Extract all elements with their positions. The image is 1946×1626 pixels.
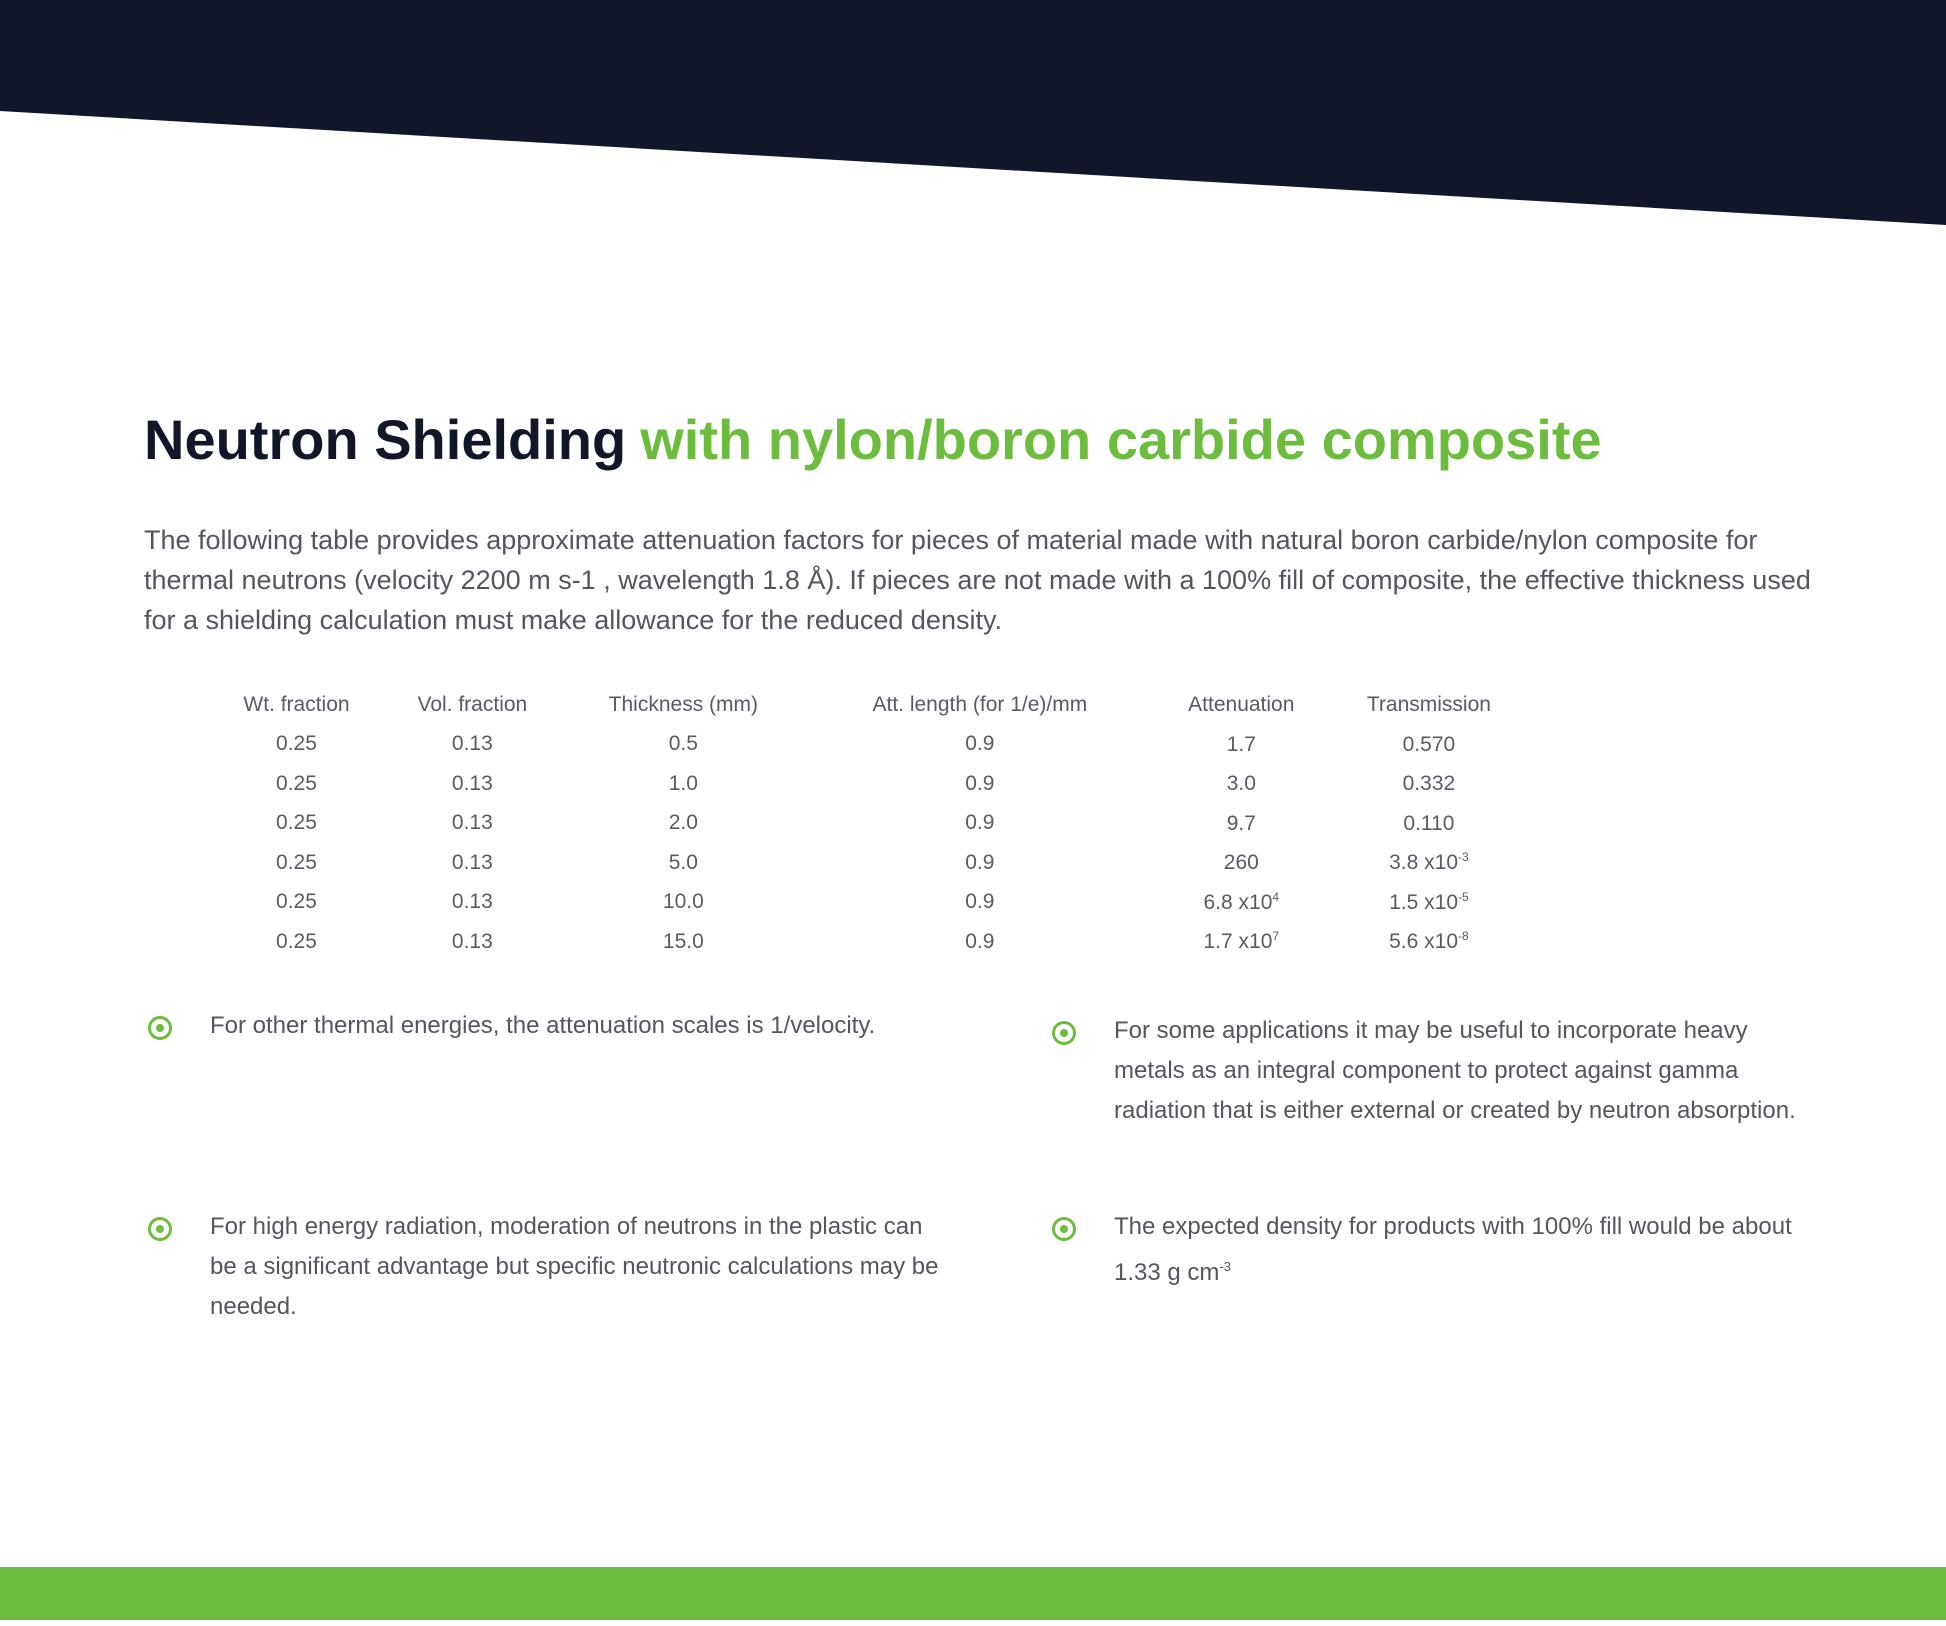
cell-thickness: 10.0 [662, 890, 704, 914]
cell-attenuation [1155, 725, 1328, 765]
cell-thickness: 0.5 [668, 732, 698, 756]
attenuation-value: 6.8 x10 [1203, 890, 1273, 914]
column-header-att-length: Att. length (for 1/e)/mm [872, 692, 1088, 716]
attenuation-value: 9.7 [1226, 811, 1256, 835]
transmission-exponent: -3 [1458, 850, 1469, 865]
title-main: Neutron Shielding [144, 408, 627, 471]
table-row [210, 804, 1530, 844]
note-density [1052, 1207, 1812, 1293]
transmission-exponent: -8 [1458, 929, 1469, 944]
cell-attenuation [1155, 843, 1328, 883]
column-header-thickness: Thickness (mm) [608, 692, 759, 716]
attenuation-value: 3.0 [1226, 772, 1256, 796]
cell-att-length: 0.9 [965, 811, 995, 835]
note-text: For high energy radiation, moderation of neutrons in the plastic can be a significant advantage but specific neutronic calculations may be needed. [210, 1213, 939, 1320]
cell-vol-fraction: 0.13 [451, 890, 493, 914]
cell-thickness: 1.0 [668, 771, 698, 795]
radio-bullet-icon [1052, 1021, 1076, 1045]
note-text: For some applications it may be useful to incorporate heavy metals as an integral component to protect against gamma radiation that is either external or created by neutron absorption. [1114, 1017, 1796, 1124]
cell-transmission [1328, 764, 1530, 804]
cell-thickness: 5.0 [668, 850, 698, 874]
page-title [144, 407, 1602, 472]
cell-attenuation [1155, 764, 1328, 804]
cell-vol-fraction: 0.13 [451, 811, 493, 835]
cell-attenuation [1155, 883, 1328, 923]
attenuation-exponent: 4 [1272, 889, 1280, 904]
table-row [210, 883, 1530, 923]
table-row [210, 843, 1530, 883]
cell-vol-fraction: 0.13 [451, 732, 493, 756]
cell-thickness: 2.0 [668, 811, 698, 835]
note-heavy-metals [1052, 1011, 1812, 1131]
transmission-value: 1.5 x10 [1389, 890, 1459, 914]
header-band [0, 0, 1946, 230]
attenuation-value: 1.7 x10 [1203, 930, 1273, 954]
note-text: For other thermal energies, the attenuation scales is 1/velocity. [210, 1012, 876, 1039]
note-text [1114, 1207, 1812, 1293]
column-header-vol-fraction: Vol. fraction [417, 692, 528, 716]
intro-paragraph: The following table provides approximate attenuation factors for pieces of material made with natural boron carbide/nylon composite for thermal neutrons (velocity 2200 m s-1 , wavelength 1.8 Å). If pieces are not made with a 100% fill of composite, the effective thickness used for a shielding calculation must make allowance for the reduced density. [144, 525, 1811, 635]
cell-thickness: 15.0 [662, 929, 704, 953]
note-high-energy [148, 1207, 948, 1327]
density-text: The expected density for products with 100% fill would be about 1.33 g cm [1114, 1213, 1792, 1286]
attenuation-table [210, 685, 1530, 962]
transmission-value: 0.570 [1402, 732, 1456, 756]
cell-wt-fraction: 0.25 [276, 929, 317, 953]
transmission-value: 0.332 [1402, 772, 1456, 796]
table-row [210, 725, 1530, 765]
attenuation-exponent: 7 [1272, 929, 1280, 944]
cell-attenuation [1155, 922, 1328, 962]
cell-att-length: 0.9 [965, 771, 995, 795]
cell-transmission [1328, 922, 1530, 962]
note-thermal-energies [148, 1006, 948, 1046]
cell-vol-fraction: 0.13 [451, 929, 493, 953]
cell-vol-fraction: 0.13 [451, 771, 493, 795]
transmission-exponent: -5 [1458, 889, 1469, 904]
cell-att-length: 0.9 [965, 890, 995, 914]
radio-bullet-icon [1052, 1217, 1076, 1241]
cell-transmission [1328, 804, 1530, 844]
density-exponent: -3 [1219, 1259, 1231, 1274]
attenuation-value: 260 [1223, 851, 1259, 875]
cell-attenuation [1155, 804, 1328, 844]
cell-vol-fraction: 0.13 [451, 850, 493, 874]
cell-att-length: 0.9 [965, 929, 995, 953]
transmission-value: 5.6 x10 [1389, 930, 1459, 954]
column-header-wt-fraction: Wt. fraction [243, 692, 350, 716]
cell-transmission [1328, 843, 1530, 883]
cell-att-length: 0.9 [965, 732, 995, 756]
cell-transmission [1328, 725, 1530, 765]
cell-wt-fraction: 0.25 [276, 850, 317, 874]
cell-att-length: 0.9 [965, 850, 995, 874]
attenuation-value: 1.7 [1226, 732, 1256, 756]
table-row [210, 764, 1530, 804]
title-accent: with nylon/boron carbide composite [640, 408, 1602, 471]
cell-wt-fraction: 0.25 [276, 771, 317, 795]
radio-bullet-icon [148, 1217, 172, 1241]
table-row [210, 922, 1530, 962]
cell-transmission [1328, 883, 1530, 923]
radio-bullet-icon [148, 1016, 172, 1040]
column-header-attenuation: Attenuation [1188, 692, 1295, 716]
column-header-transmission: Transmission [1366, 692, 1491, 716]
cell-wt-fraction: 0.25 [276, 732, 317, 756]
header-band-shape [0, 0, 1946, 225]
cell-wt-fraction: 0.25 [276, 890, 317, 914]
transmission-value: 0.110 [1403, 811, 1455, 835]
table-header-row [210, 685, 1530, 725]
transmission-value: 3.8 x10 [1389, 851, 1459, 875]
cell-wt-fraction: 0.25 [276, 811, 317, 835]
footer-band [0, 1567, 1946, 1620]
